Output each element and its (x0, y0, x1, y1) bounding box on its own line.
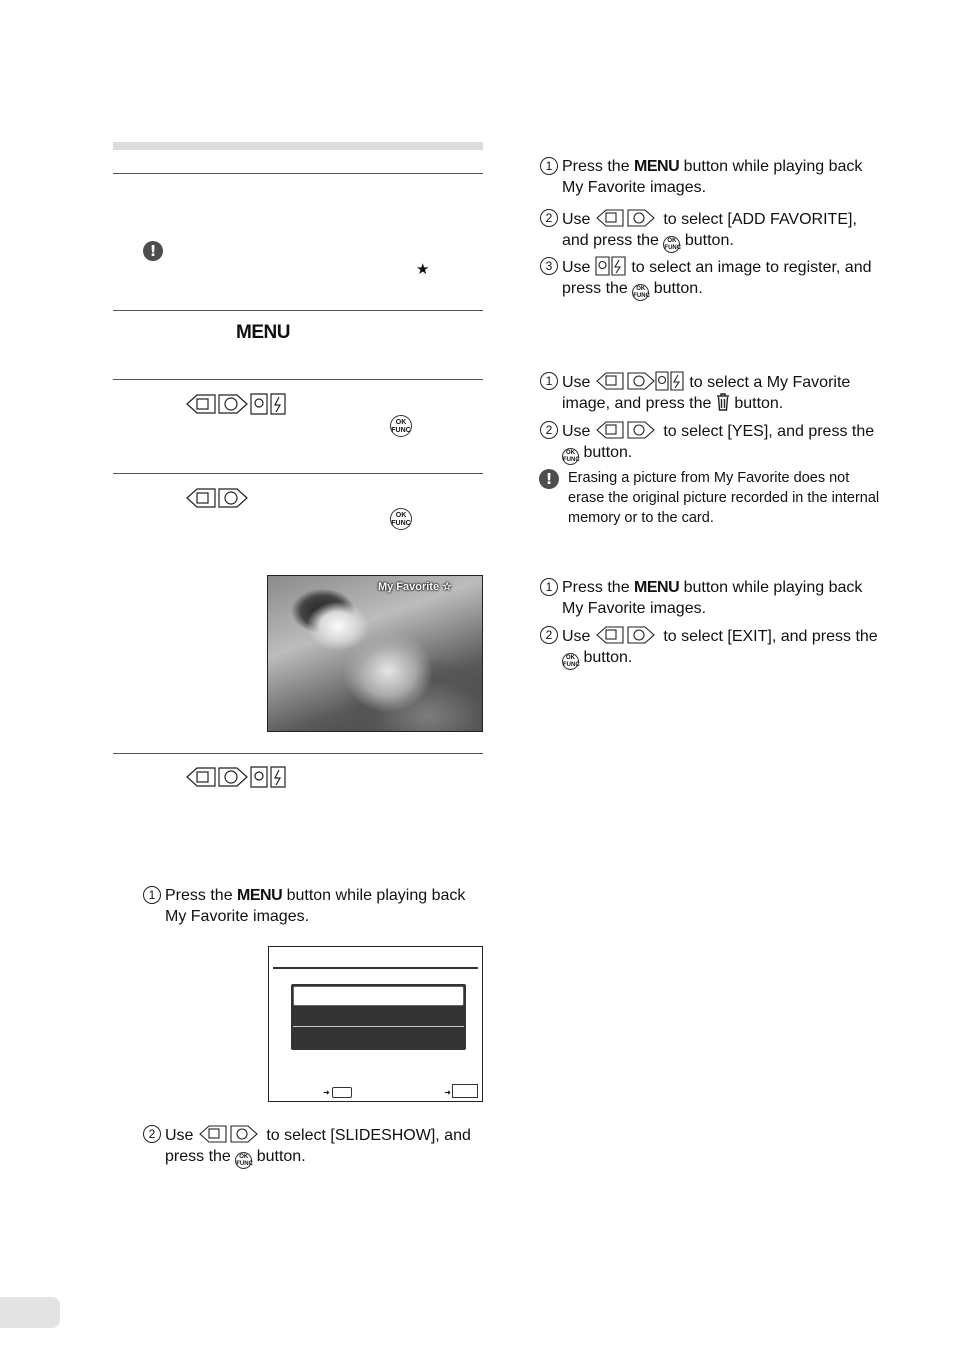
arrow-pad-icon (185, 765, 287, 794)
page-number-tab (0, 1297, 60, 1328)
step-select-slideshow: 2 Use to select [SLIDESHOW], and press the OK FUNC button. (143, 1124, 473, 1169)
set-arrow-icon: ➜ (444, 1088, 451, 1097)
menu-selection-highlight (293, 986, 464, 1006)
arrow-pad-icon (595, 371, 685, 391)
arrow-pad-icon (198, 1124, 262, 1144)
ok-func-button-icon: OK FUNC (390, 508, 412, 530)
divider (113, 753, 483, 754)
add-step-2: 2 Use to select [ADD FAVORITE], and press the OK FUNC button. (540, 208, 880, 253)
my-favorite-photo (267, 575, 483, 732)
ok-func-button-icon: OK FUNC (664, 238, 682, 251)
trash-icon (716, 393, 730, 411)
divider (113, 473, 483, 474)
divider (113, 173, 483, 174)
arrow-pad-icon (595, 256, 627, 276)
erase-step-2: 2 Use to select [YES], and press the OK FUNC button. (540, 420, 880, 465)
back-button-indicator (332, 1087, 352, 1098)
erase-step-1: 1 Use to select a My Favorite image, and press the button. (540, 371, 880, 414)
add-step-3: 3 Use to select an image to register, and press the OK FUNC button. (540, 256, 880, 301)
star-symbol: ★ (416, 261, 430, 278)
exit-step-1: 1 Press the MENU button while playing back My Favorite images. (540, 577, 880, 619)
arrow-pad-icon (595, 625, 659, 645)
back-arrow-icon: ➜ (323, 1088, 330, 1097)
caution-icon: ! (539, 469, 559, 489)
menu-list (291, 984, 466, 1050)
divider (113, 379, 483, 380)
section-header-bar (113, 142, 483, 150)
slideshow-menu-screen (268, 946, 483, 1102)
arrow-pad-icon (185, 392, 287, 421)
add-step-1: 1 Press the MENU button while playing back My Favorite images. (540, 156, 880, 198)
set-button-indicator (452, 1084, 478, 1098)
arrow-pad-icon (595, 208, 659, 228)
menu-button-label: MENU (236, 322, 290, 343)
arrow-pad-icon (595, 420, 659, 440)
ok-func-button-icon: OK FUNC (563, 655, 580, 668)
ok-func-button-icon: OK FUNC (563, 450, 580, 463)
photo-overlay-label: My Favorite ☆ (377, 581, 452, 593)
ok-func-button-icon: OK FUNC (633, 286, 650, 299)
ok-func-button-icon: OK FUNC (236, 1154, 253, 1167)
erase-note: Erasing a picture from My Favorite does not erase the original picture recorded in the internal memory or to the card. (568, 470, 880, 526)
divider (113, 310, 483, 311)
caution-icon: ! (143, 241, 163, 261)
step-press-menu: 1 Press the MENU button while playing back My Favorite images. (143, 885, 473, 927)
ok-func-button-icon: OK FUNC (390, 415, 412, 437)
exit-step-2: 2 Use to select [EXIT], and press the OK FUNC button. (540, 625, 880, 670)
arrow-pad-icon (185, 486, 251, 515)
